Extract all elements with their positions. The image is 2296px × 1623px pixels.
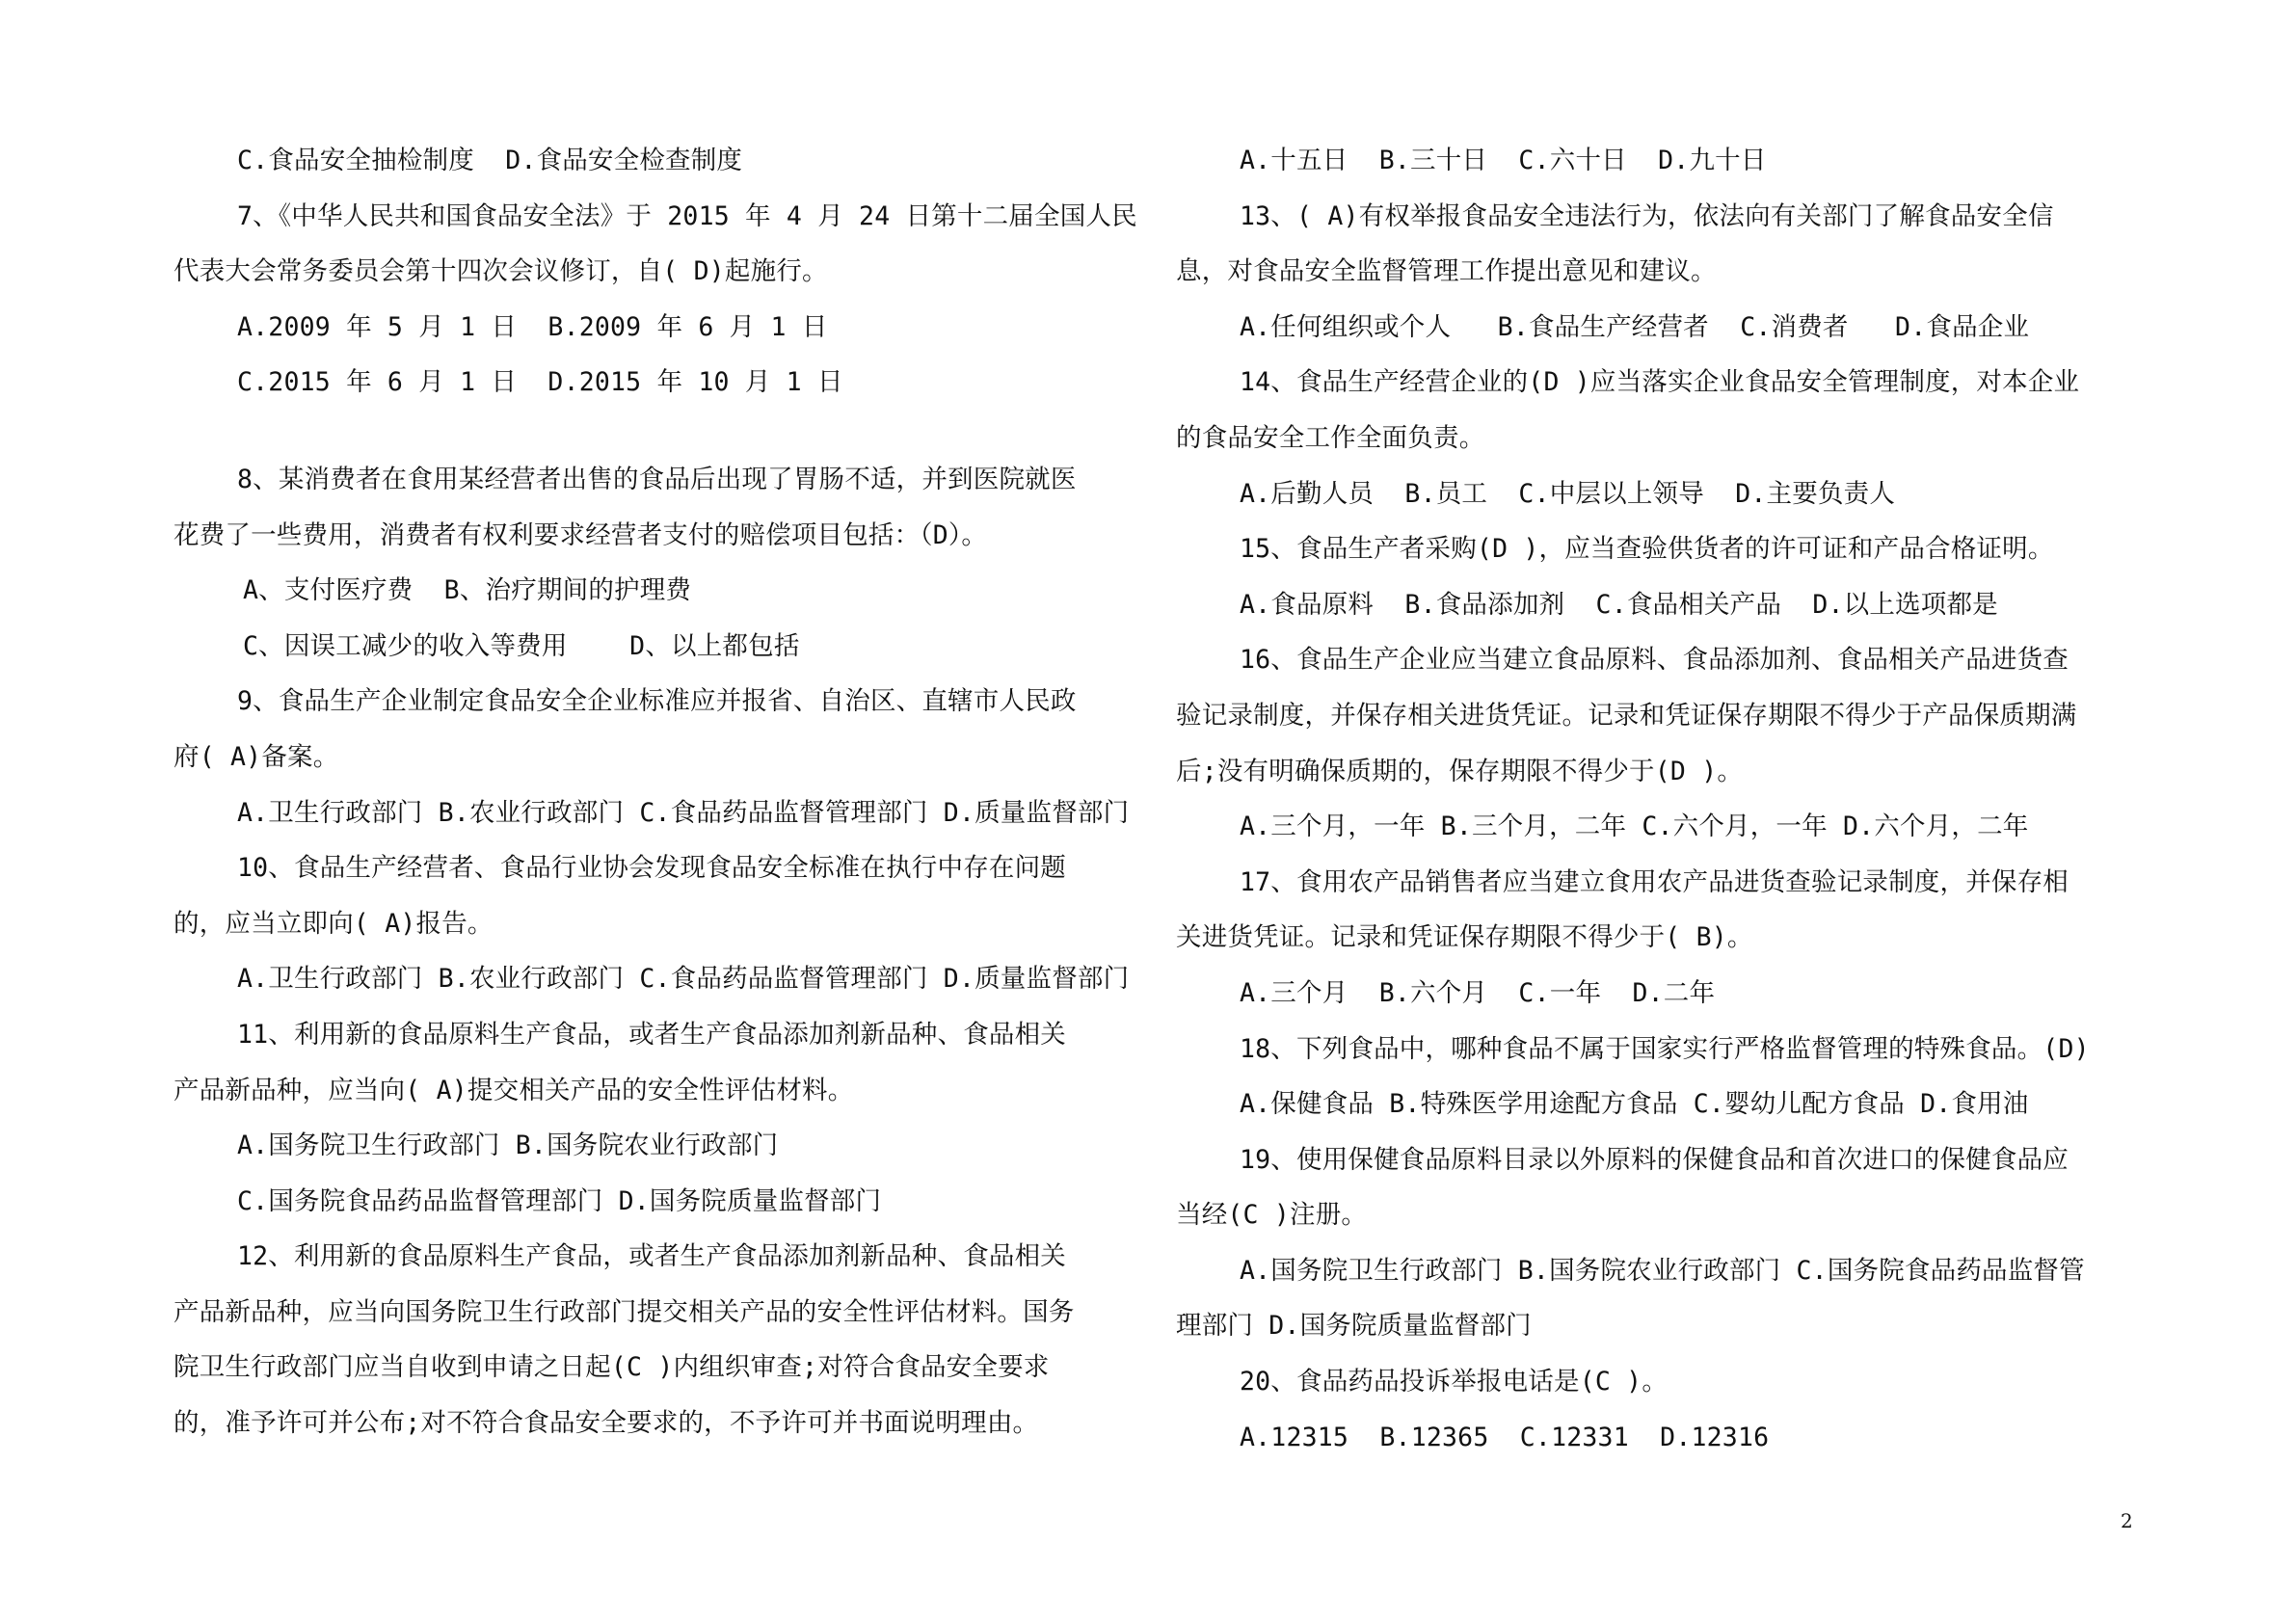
text-line: 花费了一些费用，消费者有权利要求经营者支付的赔偿项目包括：（D）。 (174, 519, 988, 550)
text-line: 16、食品生产企业应当建立食品原料、食品添加剂、食品相关产品进货查 (1240, 645, 2069, 676)
text-line: 12、利用新的食品原料生产食品，或者生产食品添加剂新品种、食品相关 (237, 1241, 1067, 1272)
text-line: C、因误工减少的收入等费用 D、以上都包括 (243, 630, 800, 661)
text-line: 息，对食品安全监督管理工作提出意见和建议。 (1176, 256, 1717, 287)
text-line: 府( A)备案。 (174, 741, 339, 772)
text-line: 7、《中华人民共和国食品安全法》于 2015 年 4 月 24 日第十二届全国人民 (237, 200, 1137, 231)
text-line: 产品新品种，应当向( A)提交相关产品的安全性评估材料。 (174, 1075, 854, 1105)
text-line: 后;没有明确保质期的，保存期限不得少于(D )。 (1176, 756, 1744, 786)
text-line: A.卫生行政部门 B.农业行政部门 C.食品药品监督管理部门 D.质量监督部门 (237, 964, 1130, 995)
text-line: 代表大会常务委员会第十四次会议修订，自( D)起施行。 (174, 256, 828, 287)
text-line: A.国务院卫生行政部门 B.国务院农业行政部门 C.国务院食品药品监督管 (1240, 1255, 2085, 1286)
text-line: 13、( A)有权举报食品安全违法行为，依法向有关部门了解食品安全信 (1240, 200, 2054, 231)
text-line: A.三个月，一年 B.三个月，二年 C.六个月，一年 D.六个月，二年 (1240, 812, 2029, 842)
text-line: 当经(C )注册。 (1176, 1200, 1368, 1231)
text-line: 17、食用农产品销售者应当建立食用农产品进货查验记录制度，并保存相 (1240, 866, 2069, 897)
text-line: A、支付医疗费 B、治疗期间的护理费 (243, 575, 692, 606)
text-line: 理部门 D.国务院质量监督部门 (1176, 1311, 1532, 1342)
left-column (174, 133, 1137, 1451)
text-line: 14、食品生产经营企业的(D )应当落实企业食品安全管理制度，对本企业 (1240, 367, 2080, 398)
text-line: A.国务院卫生行政部门 B.国务院农业行政部门 (237, 1131, 779, 1161)
blank-line (174, 411, 1137, 452)
text-line: A.十五日 B.三十日 C.六十日 D.九十日 (1240, 146, 1767, 175)
text-line: 院卫生行政部门应当自收到申请之日起(C )内组织审查;对符合食品安全要求 (174, 1352, 1050, 1383)
text-line: 10、食品生产经营者、食品行业协会发现食品安全标准在执行中存在问题 (237, 853, 1067, 884)
text-line: 的食品安全工作全面负责。 (1176, 422, 1485, 453)
right-column (1176, 133, 2140, 1465)
text-line: A.任何组织或个人 B.食品生产经营者 C.消费者 D.食品企业 (1240, 311, 2030, 342)
text-line: A.2009 年 5 月 1 日 B.2009 年 6 月 1 日 (237, 311, 828, 342)
text-line: C.2015 年 6 月 1 日 D.2015 年 10 月 1 日 (237, 367, 843, 398)
text-line: 的，准予许可并公布;对不符合食品安全要求的，不予许可并书面说明理由。 (174, 1408, 1039, 1439)
text-line: 关进货凭证。记录和凭证保存期限不得少于( B)。 (1176, 922, 1753, 953)
text-line: 15、食品生产者采购(D )，应当查验供货者的许可证和产品合格证明。 (1240, 534, 2054, 565)
text-line: 11、利用新的食品原料生产食品，或者生产食品添加剂新品种、食品相关 (237, 1019, 1067, 1050)
text-line: 20、食品药品投诉举报电话是(C )。 (1240, 1367, 1669, 1397)
text-line: A.12315 B.12365 C.12331 D.12316 (1240, 1422, 1770, 1452)
text-line: C.国务院食品药品监督管理部门 D.国务院质量监督部门 (237, 1185, 882, 1216)
text-line: 的，应当立即向( A)报告。 (174, 908, 494, 939)
text-line: 验记录制度，并保存相关进货凭证。记录和凭证保存期限不得少于产品保质期满 (1176, 700, 2077, 731)
text-line: 产品新品种，应当向国务院卫生行政部门提交相关产品的安全性评估材料。国务 (174, 1296, 1075, 1327)
text-line: 19、使用保健食品原料目录以外原料的保健食品和首次进口的保健食品应 (1240, 1144, 2069, 1175)
text-line: A.食品原料 B.食品添加剂 C.食品相关产品 D.以上选项都是 (1240, 589, 1998, 620)
text-line: A.三个月 B.六个月 C.一年 D.二年 (1240, 977, 1716, 1008)
text-line: 8、某消费者在食用某经营者出售的食品后出现了胃肠不适，并到医院就医 (237, 464, 1077, 494)
text-line: A.后勤人员 B.员工 C.中层以上领导 D.主要负责人 (1240, 478, 1896, 509)
text-line: A.卫生行政部门 B.农业行政部门 C.食品药品监督管理部门 D.质量监督部门 (237, 797, 1130, 828)
text-line: C.食品安全抽检制度 D.食品安全检查制度 (237, 146, 743, 175)
text-line: 18、下列食品中，哪种食品不属于国家实行严格监督管理的特殊食品。(D) (1240, 1033, 2090, 1064)
text-line: 9、食品生产企业制定食品安全企业标准应并报省、自治区、直辖市人民政 (237, 686, 1077, 717)
text-line: A.保健食品 B.特殊医学用途配方食品 C.婴幼儿配方食品 D.食用油 (1240, 1089, 2029, 1120)
page-number: 2 (2121, 1509, 2133, 1532)
